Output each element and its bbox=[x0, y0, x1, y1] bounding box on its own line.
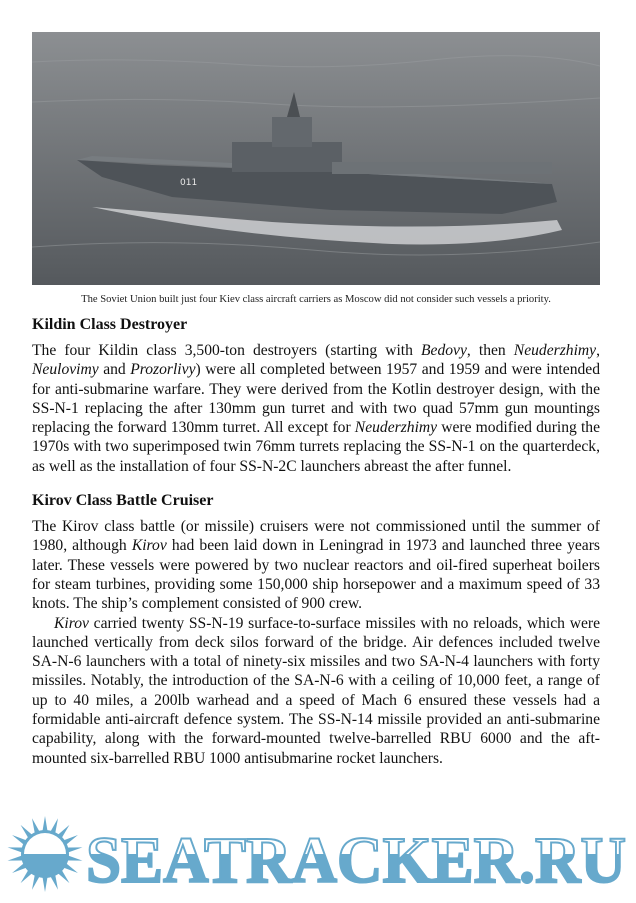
text-run: ) were all completed between 1957 and 1959 and were intended for anti-submarine warfare. They were derived from the Kotlin destroyer design, with the SS-N-1 replacing the after 130mm gun turret and with two quad 57mm gun mountings replacing the forward 130mm turret. All except for bbox=[32, 361, 601, 437]
paragraph bbox=[32, 341, 600, 476]
seatracker-watermark-logo bbox=[0, 808, 636, 898]
aircraft-carrier-image bbox=[32, 32, 600, 285]
section-heading-kirov: Kirov Class Battle Cruiser bbox=[32, 492, 214, 510]
ship-name: Kirov bbox=[131, 537, 167, 555]
watermark-text: SEATRACKER.RU bbox=[86, 824, 626, 897]
hull-number: 011 bbox=[180, 178, 198, 188]
ship-name: Bedovy bbox=[421, 342, 467, 359]
ship-name: Kirov bbox=[54, 614, 89, 632]
text-run: The four Kildin class 3,500-ton destroyers (starting with bbox=[32, 342, 421, 359]
ship-name: Neuderzhimy bbox=[354, 419, 438, 437]
figure-caption: The Soviet Union built just four Kiev class aircraft carriers as Moscow did not consider such vessels a priority. bbox=[81, 294, 551, 305]
section-heading-kildin: Kildin Class Destroyer bbox=[32, 316, 188, 333]
text-column bbox=[32, 293, 600, 768]
text-run: and bbox=[98, 361, 131, 379]
text-run: , bbox=[596, 342, 600, 359]
ship-name: Prozorlivy bbox=[130, 361, 196, 379]
ship-name: Neuderzhimy bbox=[513, 342, 597, 359]
paragraph bbox=[32, 614, 600, 768]
text-run: had been laid down in Leningrad in 1973 and launched three years later. These vessels were powered by two nuclear reactors and oil-fired superheat boilers for steam turbines, providing some 150,000 ship horsepower and a maximum speed of 33 knots. The ship’s complement consisted of 900 crew. bbox=[32, 537, 600, 613]
ship-name: Neulovimy bbox=[32, 361, 99, 379]
text-run: carried twenty SS-N-19 surface-to-surface missiles with no reloads, which were launched vertically from deck silos forward of the bridge. Air defences included twelve SA-N-6 launchers with a total of ninety-six missiles and two SA-N-4 launchers with forty missiles. Notably, the introduction of the SA-N-6 with a ceiling of 10,000 feet, a range of up to 40 miles, a 200lb warhead and a speed of Mach 6 ensured these vessels had a formidable anti-aircraft defence system. The SS-N-14 missile provided an anti-submarine capability, along with the forward-mounted twelve-barrelled RBU 6000 and the aft-mounted six-barrelled RBU 1000 antisubmarine rocket launchers. bbox=[32, 614, 600, 767]
paragraph bbox=[32, 517, 600, 613]
text-run: The Kirov class battle (or missile) cruisers were not commissioned until the summer of 1980, although bbox=[32, 518, 600, 555]
ship-photo bbox=[32, 32, 600, 285]
text-run: , then bbox=[466, 342, 514, 359]
sun-icon bbox=[7, 816, 83, 892]
text-run: were modified during the 1970s with two superimposed twin 76mm turrets replacing the SS-N-1 on the quarterdeck, as well as the installation of four SS-N-2C launchers abreast the after funnel. bbox=[32, 419, 601, 475]
